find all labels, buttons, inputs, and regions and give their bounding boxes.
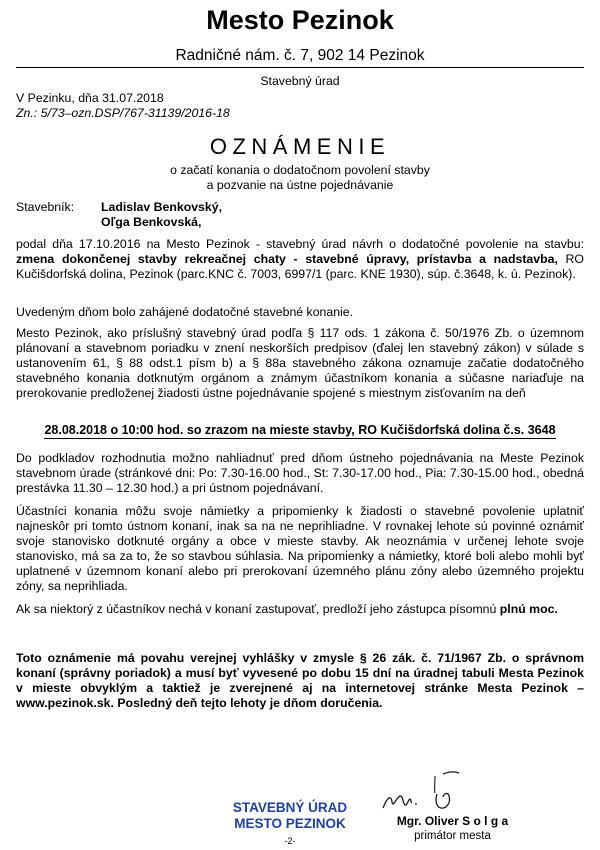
signer-role: primátor mesta [414, 830, 491, 842]
document-reference: Zn.: 5/73–ozn.DSP/767-31139/2016-18 [16, 106, 230, 120]
page-number: -2- [284, 836, 296, 846]
builder-name-1: Ladislav Benkovský, [101, 200, 222, 214]
document-subtitle [0, 163, 600, 193]
construction-description: zmena dokončenej stavby rekreačnej chaty - stavebné úpravy, prístavba a nadstavba, [16, 252, 558, 266]
city-address: Radničné nám. č. 7, 902 14 Pezinok [175, 47, 425, 64]
public-notice: Toto oznámenie má povahu verejnej vyhlášky v zmysle § 26 zák. č. 71/1967 Zb. o správnom konaní (správny poriadok) a musí byť vyvesené po dobu 15 dní na úradnej tabuli Mesta Pezinok v mieste obvyklým a taktiež je zverejnené aj na internetovej stránke Mesta Pezinok – www.pezinok.sk. Posledný deň tejto lehoty je dňom doručenia. [16, 651, 584, 710]
office-stamp [210, 800, 370, 832]
paragraph-objections: Účastníci konania môžu svoje námietky a pripomienky k žiadosti o stavebné povolenie uplatniť najneskôr pri tomto ústnom konaní, inak sa na ne neprihliadne. V rovnakej lehote sú povinné oznámiť svoje stanovisko dotknuté orgány a obce v mieste stavby. Ak neoznámia v určenej lehote svoje stanovisko, má sa za to, že so stavbou súhlasia. Na pripomienky a námietky, ktoré boli alebo mohli byť uplatnené v územnom konaní alebo pri prerokovaní územného plánu zóny alebo územného projektu zóny, sa neprihliada. [16, 504, 584, 593]
hearing-date-line [16, 423, 584, 438]
paragraph-documents: Do podkladov rozhodnutia možno nahliadnuť pred dňom ústneho pojednávania na Meste Pezinok stavebnom úrade (stránkové dni: Po: 7.30-16.00 hod., St: 7.30-17.00 hod., Pia: 7.30-15.00 hod., obedná prestávka 11.30 – 12.30 hod.) a pri ústnom pojednávaní. [16, 451, 584, 495]
paragraph-proceedings-started: Uvedeným dňom bolo zahájené dodatočné stavebné konanie. [16, 305, 354, 319]
office-name: Stavebný úrad [260, 74, 340, 88]
builder-name-2: Oľga Benkovská, [101, 215, 202, 229]
builder-label: Stavebník: [16, 200, 75, 214]
construction-location: RO Kučišdorfská dolina, Pezinok (parc.KNC č. 7003, 6997/1 (parc. KNE 1930), súp. č.3648, k. ú. Pezinok). [16, 252, 584, 281]
representation-text: Ak sa niektorý z účastníkov nechá v konaní zastupovať, predloží jeho zástupca písomnú [16, 602, 500, 616]
paragraph-notice-of-hearing: Mesto Pezinok, ako príslušný stavebný úrad podľa § 117 ods. 1 zákona č. 50/1976 Zb. o územnom plánovaní a stavebnom poriadku v znení neskorších predpisov (ďalej len stavebný zákon) v súlade s ustanovením 61, § 88 odst.1 písm b) a § 88a stavebného zákona oznamuje začatie dodatočného stavebného konania dotknutým orgánom a známym účastníkom konania a súčasne nariaďuje na prerokovanie predloženej žiadosti ústne pojednávanie spojené s miestnym zisťovaním na deň [16, 326, 584, 400]
builder-names [101, 200, 222, 230]
stamp-line-1: STAVEBNÝ ÚRAD [232, 800, 348, 815]
document-heading: OZNÁMENIE [209, 134, 391, 159]
application-text: podal dňa 17.10.2016 na Mesto Pezinok - stavebný úrad návrh o dodatočné povolenie na stavbu: [16, 237, 584, 251]
signer-name: Mgr. Oliver S o l g a [396, 814, 509, 828]
paragraph-representation [16, 602, 584, 617]
stamp-line-2: MESTO PEZINOK [234, 816, 346, 831]
handwritten-signature [375, 758, 495, 816]
header-divider [16, 67, 584, 68]
paragraph-application [16, 237, 584, 282]
subtitle-line-1: o začatí konania o dodatočnom povolení stavby [170, 163, 430, 177]
document-date: V Pezinku, dňa 31.07.2018 [16, 91, 164, 105]
subtitle-line-2: a pozvanie na ústne pojednávanie [206, 178, 394, 192]
power-of-attorney: plnú moc. [499, 602, 558, 616]
city-title: Mesto Pezinok [206, 5, 394, 35]
hearing-date-text: 28.08.2018 o 10:00 hod. so zrazom na mieste stavby, RO Kučišdorfská dolina č.s. 3648 [44, 423, 556, 437]
